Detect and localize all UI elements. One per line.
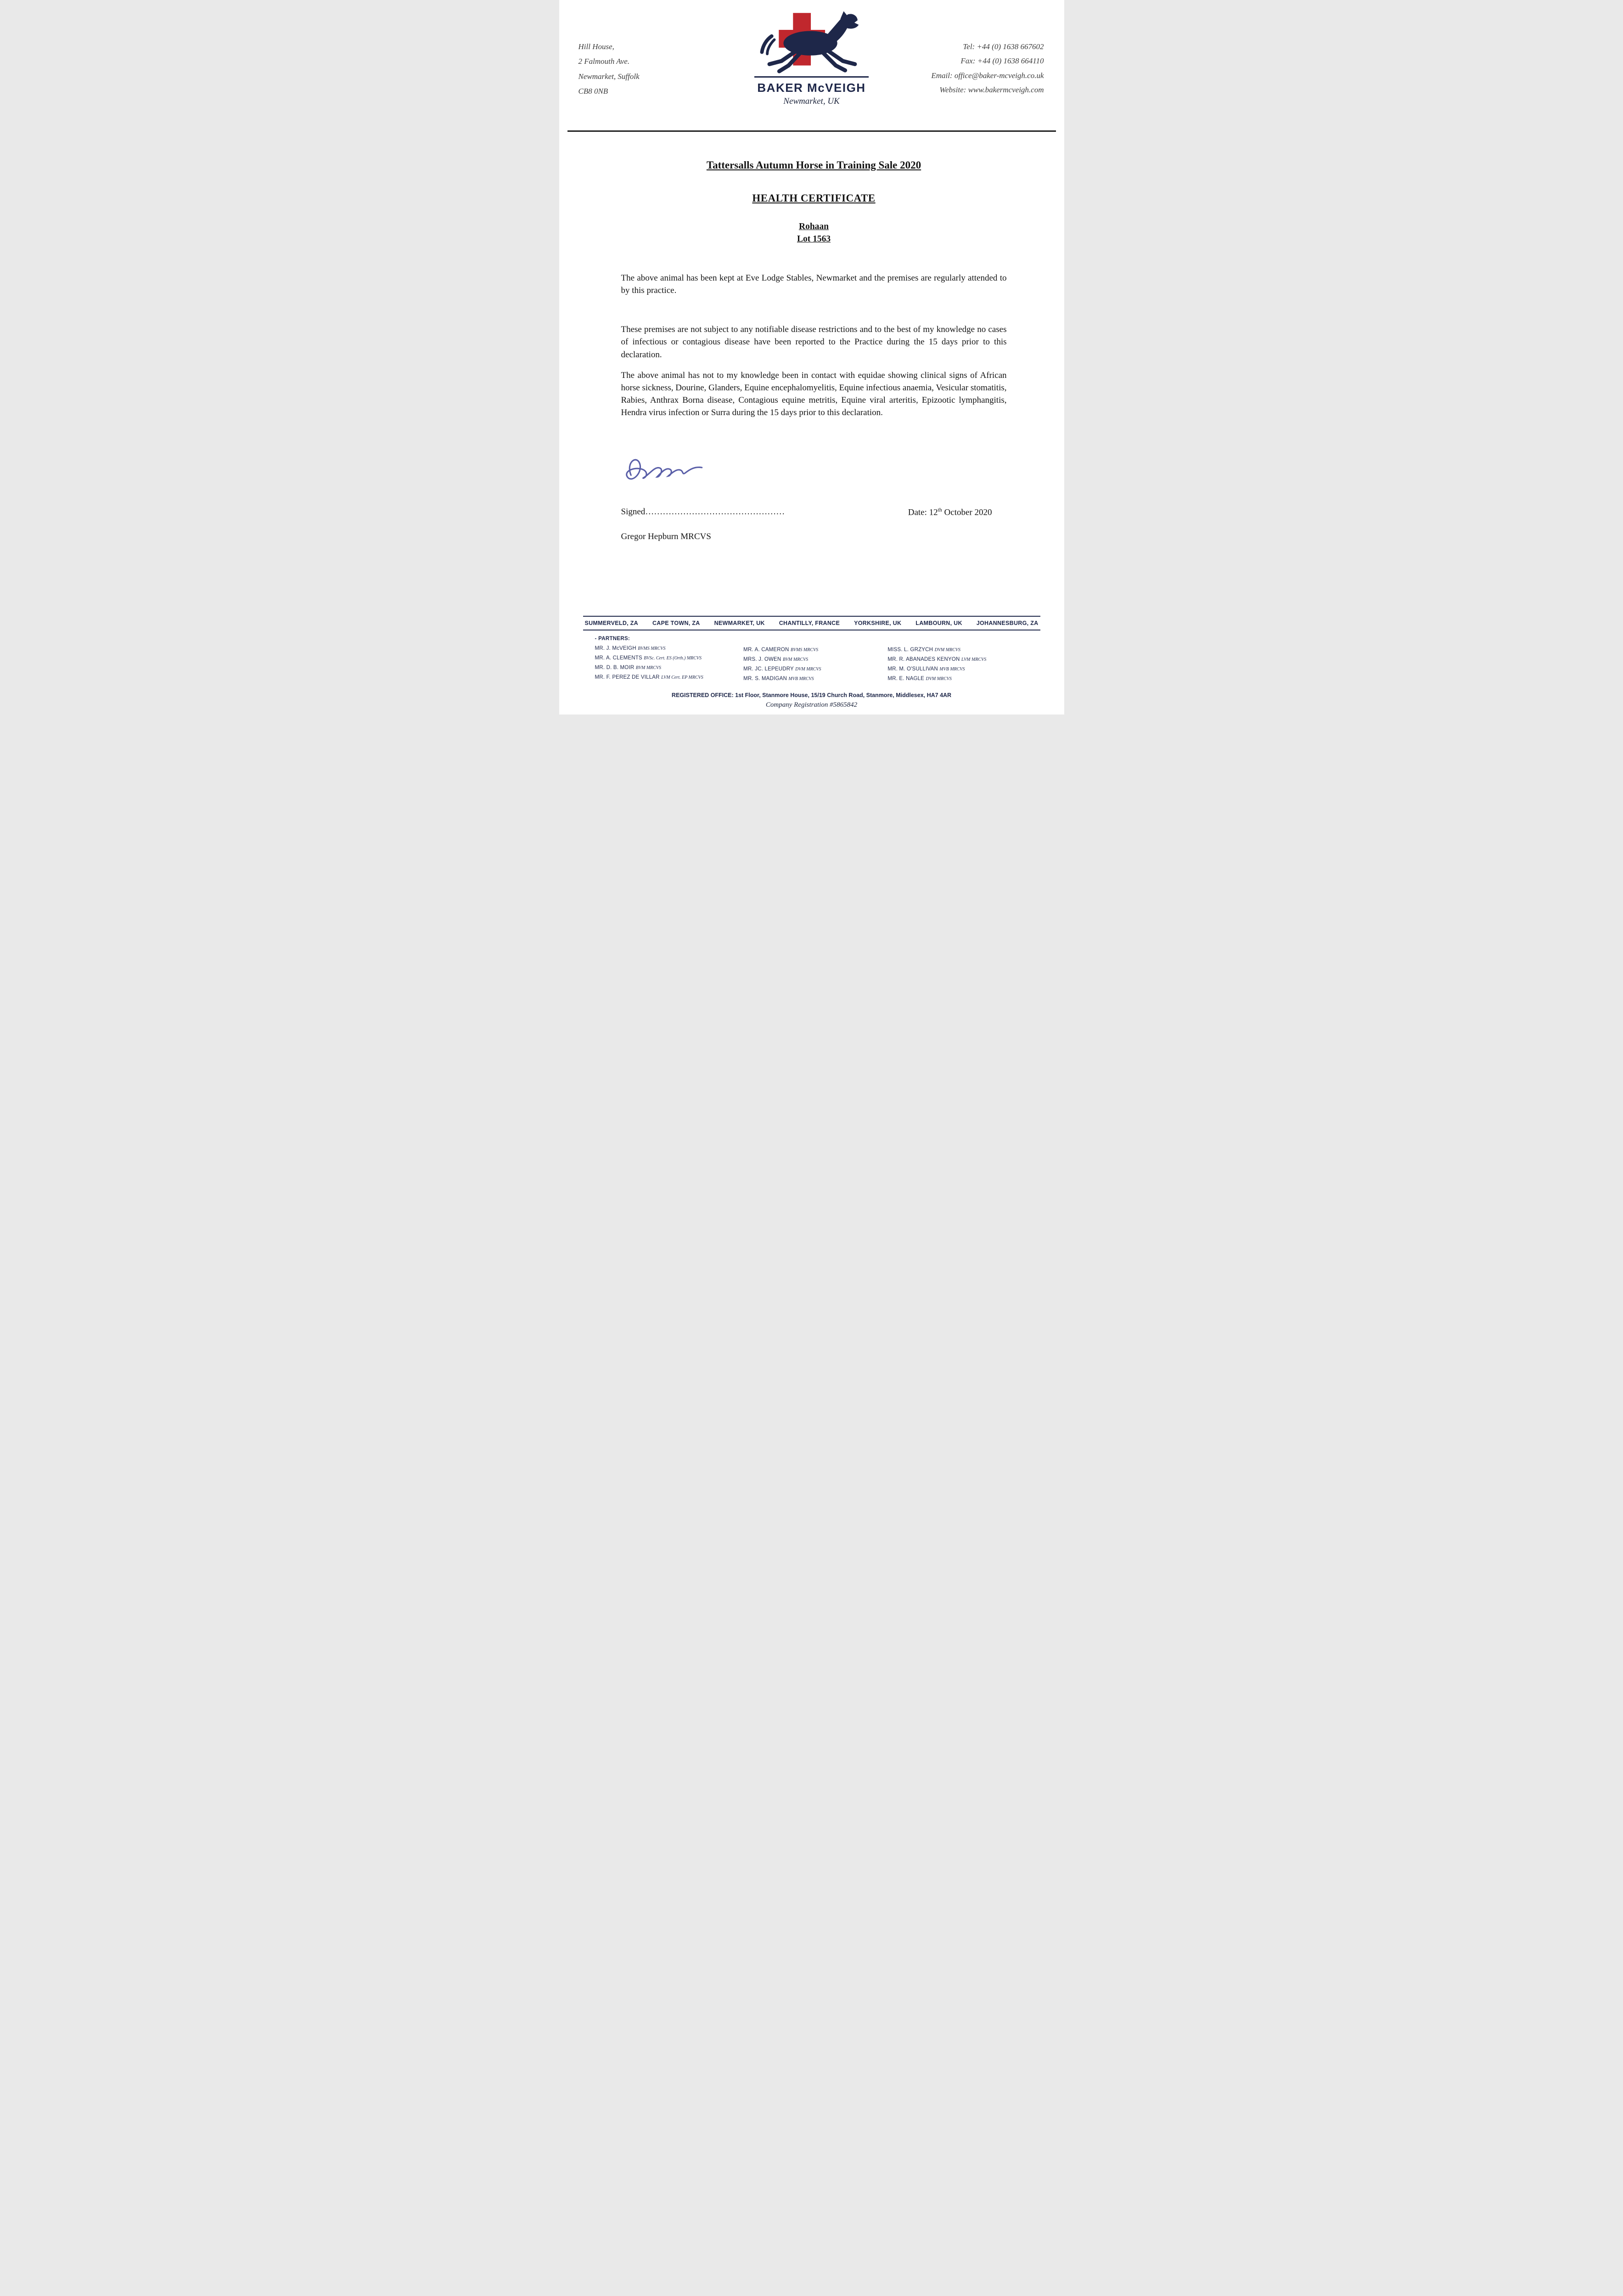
- location-item: JOHANNESBURG, ZA: [976, 620, 1039, 626]
- letterhead: [559, 0, 1064, 130]
- handwritten-signature: [618, 450, 1007, 490]
- registered-office-line: REGISTERED OFFICE: 1st Floor, Stanmore House, 15/19 Church Road, Stanmore, Middlesex, HA7 4AR: [671, 692, 952, 698]
- partner-entry: MR. E. NAGLE DVM MRCVS: [887, 676, 952, 681]
- location-item: SUMMERVELD, ZA: [584, 620, 638, 626]
- partner-entry: MR. R. ABANADES KENYON LVM MRCVS: [887, 657, 987, 662]
- partner-entry: MR. F. PEREZ DE VILLAR LVM Cert. EP MRCVS: [595, 675, 703, 680]
- practice-contact-info: [931, 39, 1044, 97]
- partner-entry: MR. A. CAMERON BVMS MRCVS: [743, 647, 819, 653]
- partners-column-1: [595, 636, 744, 686]
- certificate-heading: HEALTH CERTIFICATE: [752, 192, 876, 204]
- signed-label: Signed…………………………………………: [621, 507, 785, 517]
- date-value: Date: 12th October 2020: [908, 507, 992, 518]
- address-line: Newmarket, Suffolk: [578, 72, 640, 81]
- email-line: Email: office@baker-mcveigh.co.uk: [931, 71, 1044, 80]
- partners-label: - PARTNERS:: [595, 636, 630, 642]
- partner-entry: MR. S. MADIGAN MVB MRCVS: [743, 676, 814, 681]
- logo-wordmark: BAKER McVEIGH: [754, 76, 868, 95]
- website-line: Website: www.bakermcveigh.com: [939, 85, 1044, 95]
- partners-column-2: [743, 636, 887, 686]
- premises-paragraph: The above animal has been kept at Eve Lodge Stables, Newmarket and the premises are regularly attended to by this practice.: [621, 273, 1007, 296]
- health-certificate-page: [559, 0, 1064, 715]
- office-locations-bar: [583, 616, 1040, 630]
- fax-line: Fax: +44 (0) 1638 664110: [960, 56, 1044, 66]
- contact-diseases-paragraph: The above animal has not to my knowledge been in contact with equidae showing clinical signs of African horse sickness, Dourine, Glanders, Equine encephalomyelitis, Equine infectious anaemia, Vesicular stomatitis, Rabies, Anthrax Borna disease, Contagious equine metritis, Equine viral arteritis, Epizootic lymphangitis, Hendra virus infection or Surra during the 15 days prior to this declaration.: [621, 370, 1007, 418]
- signature-ink-icon: [618, 450, 716, 490]
- signed-date-row: [621, 507, 1007, 518]
- header-divider: [567, 130, 1056, 132]
- disease-restrictions-paragraph: These premises are not subject to any notifiable disease restrictions and to the best of my knowledge no cases of infectious or contagious disease have been reported to the Practice during the 15 days prior to this declaration.: [621, 325, 1007, 360]
- horse-name: Rohaan: [798, 222, 829, 231]
- certificate-body: [621, 159, 1007, 542]
- company-registration-line: Company Registration #5865842: [765, 701, 858, 709]
- partner-entry: MISS. L. GRZYCH DVM MRCVS: [887, 647, 960, 653]
- phone-line: Tel: +44 (0) 1638 667602: [963, 42, 1044, 51]
- address-line: CB8 0NB: [578, 86, 608, 96]
- letterhead-footer: [559, 616, 1064, 709]
- partners-column-3: [887, 636, 1032, 686]
- sale-title: Tattersalls Autumn Horse in Training Sale 2020: [706, 159, 921, 171]
- horse-and-cross-logo-icon: [754, 10, 870, 80]
- location-item: CHANTILLY, FRANCE: [779, 620, 840, 626]
- address-line: Hill House,: [578, 42, 614, 51]
- partner-entry: MRS. J. OWEN BVM MRCVS: [743, 657, 809, 662]
- partner-entry: MR. J. McVEIGH BVMS MRCVS: [595, 646, 666, 651]
- location-item: CAPE TOWN, ZA: [652, 620, 700, 626]
- address-line: 2 Falmouth Ave.: [578, 57, 630, 66]
- signatory-name: Gregor Hepburn MRCVS: [621, 531, 711, 541]
- partner-entry: MR. M. O'SULLIVAN MVB MRCVS: [887, 666, 965, 672]
- location-item: NEWMARKET, UK: [714, 620, 765, 626]
- partners-list: [595, 636, 1032, 686]
- location-item: YORKSHIRE, UK: [854, 620, 902, 626]
- lot-number: Lot 1563: [797, 234, 831, 244]
- logo-location: Newmarket, UK: [783, 96, 840, 106]
- partner-entry: MR. JC. LEPEUDRY DVM MRCVS: [743, 666, 821, 672]
- partner-entry: MR. A. CLEMENTS BVSc. Cert. ES (Orth.) MRCVS: [595, 655, 702, 661]
- partner-entry: MR. D. B. MOIR BVM MRCVS: [595, 665, 662, 670]
- location-item: LAMBOURN, UK: [915, 620, 962, 626]
